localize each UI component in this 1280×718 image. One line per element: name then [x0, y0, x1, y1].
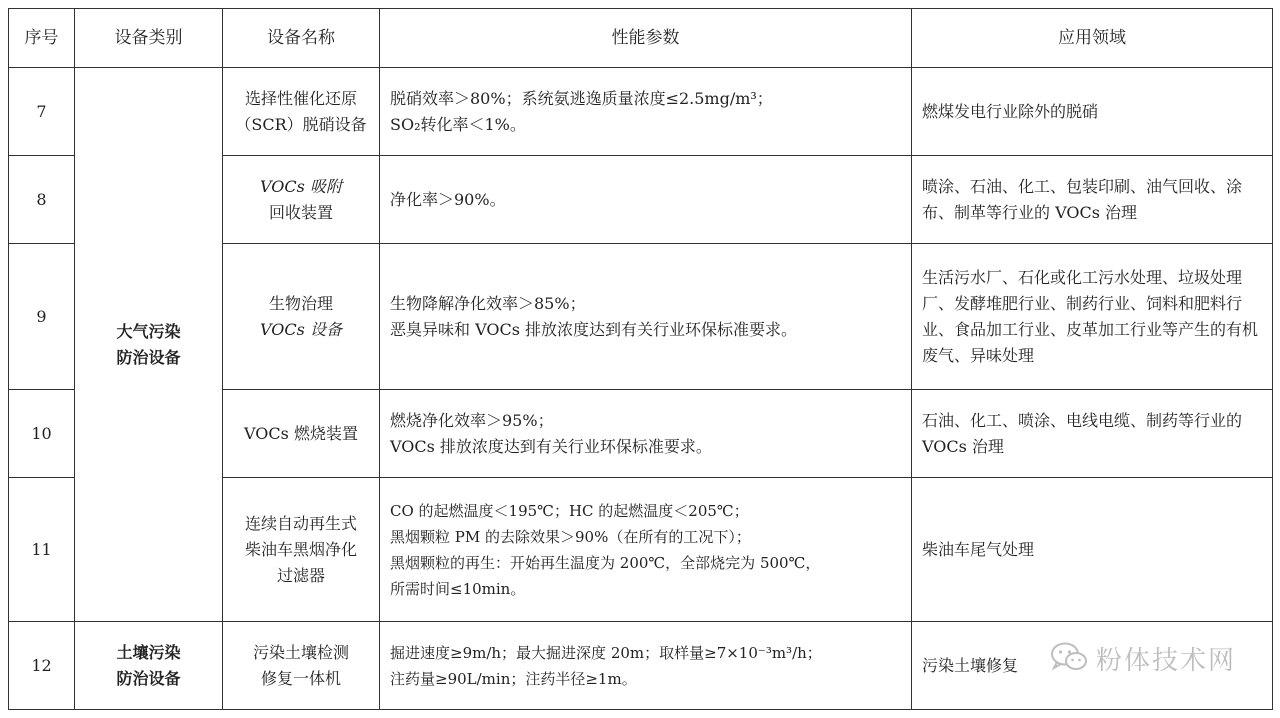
row-number: 9 — [9, 244, 75, 390]
table-header-row — [9, 9, 1273, 68]
device-name: 连续自动再生式 — [244, 513, 357, 533]
application-text: 石油、化工、喷涂、电线电缆、制药等行业的 VOCs 治理 — [922, 410, 1243, 456]
application-text: 喷涂、石油、化工、包装印刷、油气回收、涂布、制革等行业的 VOCs 治理 — [922, 176, 1243, 222]
application-cell — [912, 478, 1273, 622]
table-row — [9, 622, 1273, 710]
performance-line: VOCs 排放浓度达到有关行业环保标准要求。 — [390, 436, 712, 456]
device-name: 过滤器 — [276, 565, 325, 585]
application-cell — [912, 244, 1273, 390]
performance-line: 黑烟颗粒 PM 的去除效果＞90%（在所有的工况下）； — [390, 527, 751, 546]
category-label: 防治设备 — [116, 668, 181, 688]
performance-line: 掘进速度≥9m/h；最大掘进深度 20m；取样量≥7×10⁻³m³/h； — [390, 643, 822, 662]
performance-line: 注药量≥90L/min；注药半径≥1m。 — [390, 669, 637, 688]
performance-cell — [380, 244, 912, 390]
watermark-text: 粉体技术网 — [1095, 646, 1236, 676]
device-name-cell — [223, 390, 380, 478]
device-name: 回收装置 — [268, 202, 333, 222]
category-label: 大气污染 — [116, 321, 181, 341]
header-application: 应用领域 — [912, 9, 1273, 68]
application-text: 生活污水厂、石化或化工污水处理、垃圾处理厂、发酵堆肥行业、制药行业、饲料和肥料行业、食品加工行业、皮革加工行业等产生的有机废气、异味处理 — [922, 267, 1259, 365]
performance-line: 脱硝效率＞80%；系统氨逃逸质量浓度≤2.5mg/m³； — [390, 88, 773, 108]
category-label: 防治设备 — [116, 347, 181, 367]
device-name-cell — [223, 68, 380, 156]
performance-cell — [380, 622, 912, 710]
table-row — [9, 68, 1273, 156]
application-text: 燃煤发电行业除外的脱硝 — [922, 101, 1099, 121]
category-cell-soil — [75, 622, 223, 710]
device-name: VOCs 设备 — [260, 319, 342, 339]
device-name: 生物治理 — [268, 293, 333, 313]
equipment-table — [8, 8, 1273, 710]
device-name: 柴油车黑烟净化 — [244, 539, 357, 559]
device-name: 修复一体机 — [260, 668, 341, 688]
device-name: VOCs 燃烧装置 — [244, 423, 358, 443]
device-name-cell — [223, 244, 380, 390]
performance-line: 净化率＞90%。 — [390, 189, 506, 209]
header-category: 设备类别 — [75, 9, 223, 68]
performance-line: 燃烧净化效率＞95%； — [390, 410, 554, 430]
row-number: 10 — [9, 390, 75, 478]
row-number: 11 — [9, 478, 75, 622]
performance-line: SO₂转化率＜1%。 — [390, 114, 526, 134]
performance-cell — [380, 390, 912, 478]
application-cell — [912, 622, 1273, 710]
row-number: 8 — [9, 156, 75, 244]
performance-line: 所需时间≤10min。 — [390, 579, 526, 598]
application-text: 污染土壤修复 — [922, 655, 1019, 675]
device-name-cell — [223, 156, 380, 244]
header-performance: 性能参数 — [380, 9, 912, 68]
row-number: 12 — [9, 622, 75, 710]
category-cell-air — [75, 68, 223, 622]
device-name-cell — [223, 478, 380, 622]
performance-line: 恶臭异味和 VOCs 排放浓度达到有关行业环保标准要求。 — [390, 319, 798, 339]
device-name: VOCs 吸附 — [260, 176, 342, 196]
application-cell — [912, 390, 1273, 478]
performance-cell — [380, 156, 912, 244]
performance-cell — [380, 478, 912, 622]
application-cell — [912, 156, 1273, 244]
device-name: （SCR）脱硝设备 — [235, 114, 367, 134]
application-cell — [912, 68, 1273, 156]
device-name: 选择性催化还原 — [244, 88, 357, 108]
application-text: 柴油车尾气处理 — [922, 539, 1035, 559]
performance-line: CO 的起燃温度＜195℃；HC 的起燃温度＜205℃； — [390, 501, 749, 520]
category-label: 土壤污染 — [116, 642, 181, 662]
performance-line: 生物降解净化效率＞85%； — [390, 293, 586, 313]
header-name: 设备名称 — [223, 9, 380, 68]
performance-line: 黑烟颗粒的再生：开始再生温度为 200℃，全部烧完为 500℃， — [390, 553, 821, 572]
header-no: 序号 — [9, 9, 75, 68]
device-name: 污染土壤检测 — [252, 642, 349, 662]
row-number: 7 — [9, 68, 75, 156]
performance-cell — [380, 68, 912, 156]
device-name-cell — [223, 622, 380, 710]
